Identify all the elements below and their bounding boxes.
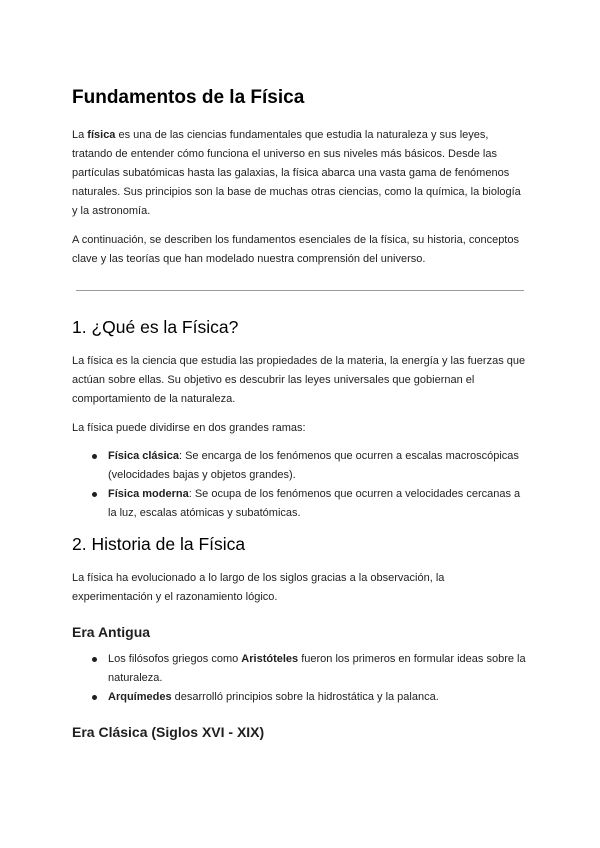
section-divider bbox=[76, 290, 524, 291]
document-content bbox=[72, 86, 528, 741]
ancient-list bbox=[72, 650, 528, 707]
intro-bold-term: física bbox=[87, 129, 116, 141]
list-item: Física clásica: Se encarga de los fenómenos que ocurren a escalas macroscópicas (velocidades bajas y objetos grandes). bbox=[72, 447, 528, 485]
section2-heading: 2. Historia de la Física bbox=[72, 534, 246, 554]
branches-list bbox=[72, 447, 528, 523]
section2-paragraph-1: La física ha evolucionado a lo largo de los siglos gracias a la observación, la experimentación y el razonamiento lógico. bbox=[72, 572, 445, 603]
list-item: Los filósofos griegos como Aristóteles fueron los primeros en formular ideas sobre la naturaleza. bbox=[72, 650, 528, 688]
subsection-classical-heading: Era Clásica (Siglos XVI - XIX) bbox=[72, 724, 265, 740]
document-title: Fundamentos de la Física bbox=[72, 87, 305, 108]
section1-paragraph-2: La física puede dividirse en dos grandes ramas: bbox=[72, 422, 306, 434]
section1-paragraph-1: La física es la ciencia que estudia las propiedades de la materia, la energía y las fuerzas que actúan sobre ellas. Su objetivo es descubrir las leyes universales que gobiernan el comportamiento de la naturaleza. bbox=[72, 355, 526, 405]
list-item: Arquímedes desarrolló principios sobre la hidrostática y la palanca. bbox=[72, 688, 528, 707]
intro-paragraph: La física es una de las ciencias fundamentales que estudia la naturaleza y sus leyes, tratando de entender cómo funciona el universo en sus niveles más básicos. Desde las partículas subatómicas hasta las galaxias, la física abarca una vasta gama de fenómenos naturales. Sus principios son la base de muchas otras ciencias, como la química, la biología y la astronomía. bbox=[72, 129, 521, 217]
subsection-ancient-heading: Era Antigua bbox=[72, 624, 151, 640]
intro-paragraph-2: A continuación, se describen los fundamentos esenciales de la física, su historia, conceptos clave y las teorías que han modelado nuestra comprensión del universo. bbox=[72, 234, 519, 265]
list-item: Física moderna: Se ocupa de los fenómenos que ocurren a velocidades cercanas a la luz, escalas atómicas y subatómicas. bbox=[72, 485, 528, 523]
section1-heading: 1. ¿Qué es la Física? bbox=[72, 317, 239, 337]
